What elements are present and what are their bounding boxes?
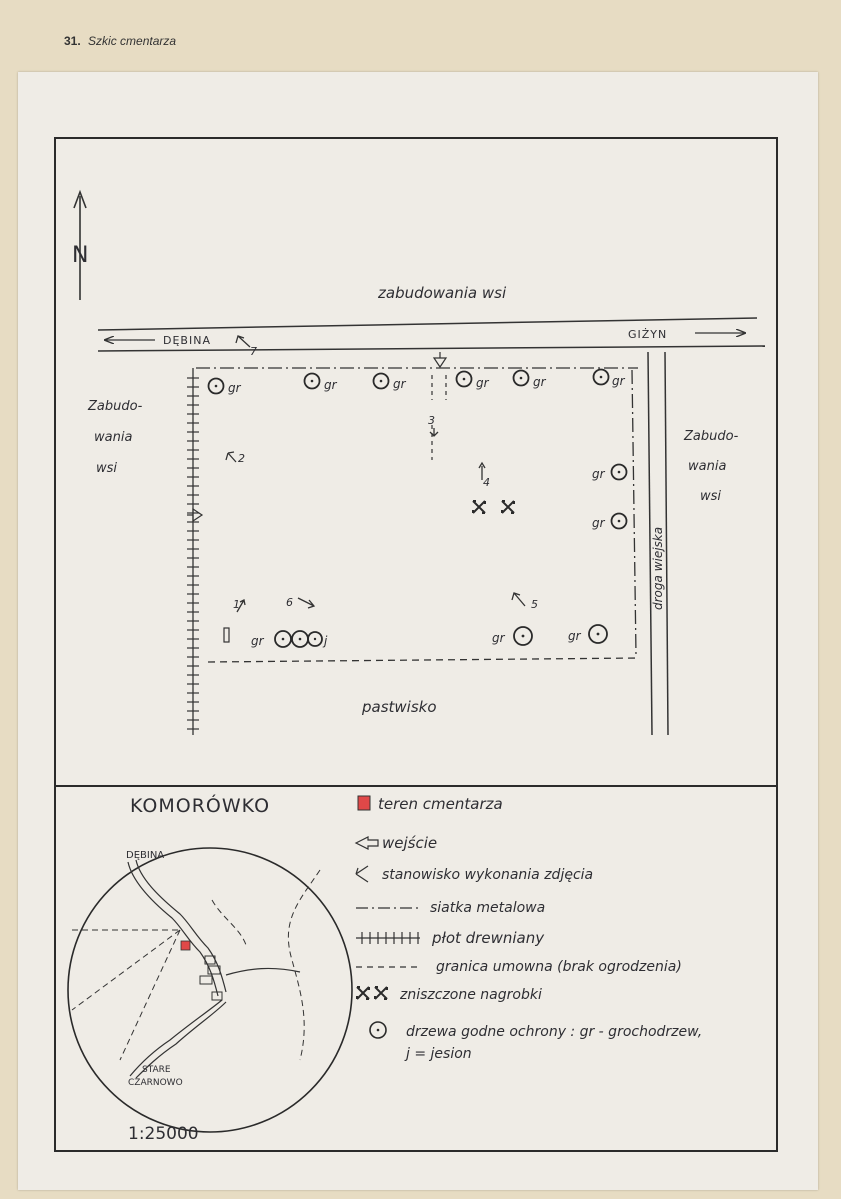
tree-label: gr: [612, 374, 625, 388]
tree-label: gr: [324, 378, 337, 392]
legend-photo-text: stanowisko wykonania zdjęcia: [382, 867, 594, 883]
legend-tree-symbol: [370, 1022, 386, 1038]
legend-wooden-text: płot drewniany: [432, 929, 545, 947]
tree-gr: [492, 627, 532, 645]
tree-gr: [592, 465, 627, 482]
tree-gr: [457, 372, 490, 391]
photo-point-5: [512, 593, 538, 611]
tree-label: gr: [228, 381, 241, 395]
north-arrow: [72, 192, 88, 300]
tree-gr: [594, 370, 626, 389]
page-title: Szkic cmentarza: [88, 34, 177, 48]
locator-map: [68, 793, 352, 1132]
area-east-line-1: Zabudo-: [684, 429, 739, 444]
photo-point-2: [226, 452, 245, 465]
grave-marker: [224, 628, 229, 642]
area-west-line-2: wania: [94, 430, 133, 445]
tree-label: gr: [393, 377, 406, 391]
tree-gr: [251, 631, 308, 648]
photo-points: [226, 336, 538, 612]
area-east-label: [683, 429, 739, 504]
area-west-label: [87, 399, 143, 476]
photo-label-2: 2: [238, 452, 245, 465]
locator-place-bottom-1: STARE: [142, 1065, 171, 1075]
area-south-label: pastwisko: [362, 698, 437, 716]
road-label-gizyn: GIŻYN: [628, 328, 668, 341]
photo-label-1: 1: [233, 598, 240, 611]
tree-label: gr: [476, 376, 489, 390]
tree-gr: [568, 625, 607, 643]
tree-label-j: j: [324, 634, 328, 648]
trees-layer: [209, 370, 627, 649]
area-east-line-2: wania: [688, 459, 727, 474]
legend-trees-text: drzewa godne ochrony : gr - grochodrzew,: [406, 1024, 703, 1040]
tree-label: gr: [592, 467, 605, 481]
entrance-left: [187, 509, 202, 521]
tree-gr: [514, 371, 547, 390]
tree-label: gr: [592, 516, 605, 530]
destroyed-grave: [473, 501, 485, 513]
locator-title: KOMORÓWKO: [130, 795, 271, 817]
photo-label-5: 5: [531, 598, 538, 611]
photo-label-3: 3: [428, 414, 435, 427]
photo-point-4: [479, 463, 490, 489]
locator-place-bottom-2: CZARNOWO: [128, 1078, 183, 1088]
photo-label-6: 6: [286, 596, 293, 609]
road-label-debina: DĘBINA: [163, 334, 211, 347]
legend-cemetery-text: teren cmentarza: [378, 795, 503, 813]
legend-border-text: granica umowna (brak ogrodzenia): [436, 959, 682, 975]
tree-gr: [374, 374, 407, 392]
legend-entrance-symbol: [356, 837, 378, 849]
legend-trees-text-2: j = jesion: [406, 1046, 472, 1062]
tree-gr: [305, 374, 338, 393]
tree-label: gr: [492, 631, 505, 645]
north-label: N: [72, 243, 89, 268]
area-west-line-1: Zabudo-: [88, 399, 143, 414]
tree-gr: [209, 379, 242, 396]
tree-label: gr: [251, 634, 264, 648]
photo-point-3: [428, 414, 438, 436]
area-north-label: zabudowania wsi: [378, 284, 507, 302]
entrance-top: [434, 352, 446, 367]
legend-destroyed-symbol-2: [375, 987, 387, 999]
page-number: 31.: [64, 34, 81, 48]
legend-destroyed-symbol-1: [357, 987, 369, 999]
photo-label-7: 7: [250, 345, 257, 358]
legend-mesh-text: siatka metalowa: [430, 900, 546, 916]
sketch-frame: [55, 138, 777, 786]
legend-destroyed-text: zniszczone nagrobki: [400, 987, 542, 1003]
tree-label: gr: [568, 629, 581, 643]
legend-photo-symbol: [356, 866, 368, 882]
cemetery-boundary: [187, 368, 640, 735]
legend-entrance-text: wejście: [382, 834, 438, 852]
photo-label-4: 4: [483, 476, 490, 489]
tree-label: gr: [533, 375, 546, 389]
tree-j: [308, 632, 328, 648]
photo-point-7: [236, 336, 257, 358]
legend-wooden-symbol: [356, 932, 420, 944]
legend: [356, 795, 702, 1062]
photo-point-1: [233, 598, 245, 612]
scale-label: 1:25000: [128, 1124, 199, 1144]
area-west-line-3: wsi: [96, 461, 118, 476]
side-road-label: droga wiejska: [651, 526, 665, 610]
locator-circle: [68, 848, 352, 1132]
locator-place-top: DĘBINA: [126, 850, 165, 861]
destroyed-grave: [502, 501, 514, 513]
tree-gr: [592, 514, 627, 531]
photo-point-6: [286, 596, 314, 609]
legend-cemetery-swatch: [358, 796, 370, 810]
area-east-line-3: wsi: [700, 489, 722, 504]
locator-cemetery: [181, 941, 190, 950]
